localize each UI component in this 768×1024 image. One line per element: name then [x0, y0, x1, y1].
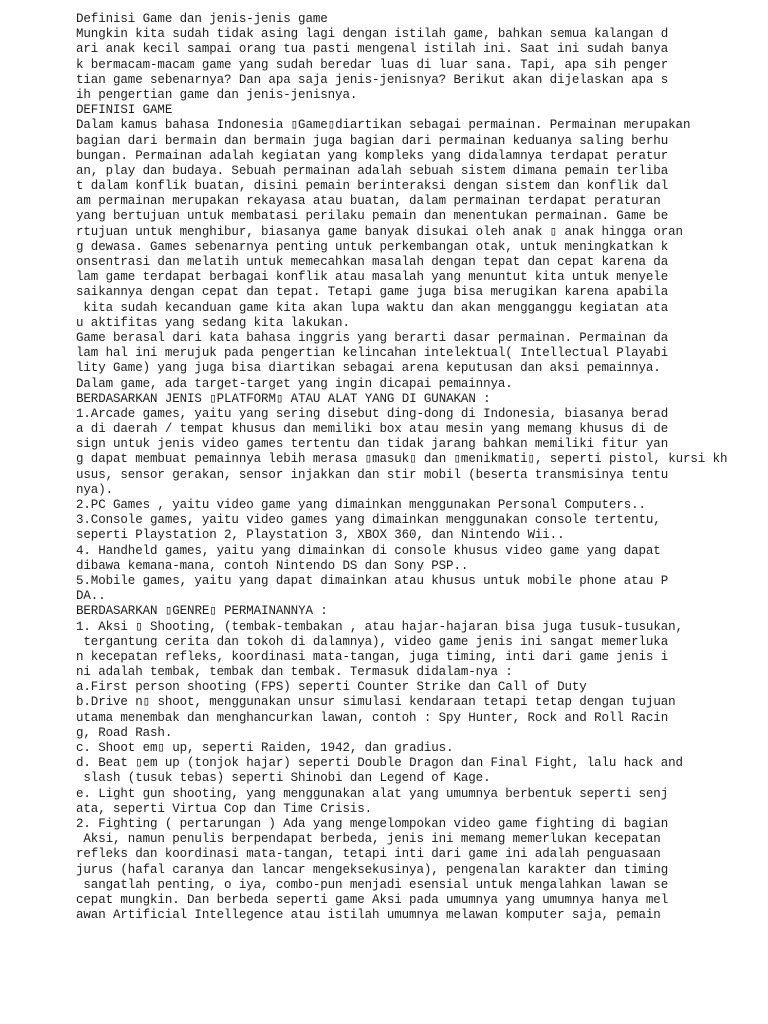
- text-line: k bermacam-macam game yang sudah beredar luas di luar sana. Tapi, apa sih penger: [76, 57, 669, 72]
- text-line: t dalam konflik buatan, disini pemain berinteraksi dengan sistem dan konflik dal: [76, 179, 669, 194]
- text-line: g dewasa. Games sebenarnya penting untuk perkembangan otak, untuk meningkatkan k: [76, 239, 669, 254]
- text-line: 3.Console games, yaitu video games yang dimainkan menggunakan console tertentu,: [76, 513, 661, 528]
- text-line: Game berasal dari kata bahasa inggris yang berarti dasar permainan. Permainan da: [76, 330, 669, 345]
- text-line: tian game sebenarnya? Dan apa saja jenis-jenisnya? Berikut akan dijelaskan apa s: [76, 72, 669, 87]
- text-line: BERDASARKAN ▯GENRE▯ PERMAINANNYA :: [76, 604, 328, 619]
- text-line: a di daerah / tempat khusus dan memiliki box atau mesin yang memang khusus di de: [76, 422, 669, 437]
- text-line: Mungkin kita sudah tidak asing lagi dengan istilah game, bahkan semua kalangan d: [76, 27, 669, 42]
- text-line: b.Drive n▯ shoot, menggunakan unsur simulasi kendaraan tetapi tetap dengan tujuan: [76, 695, 676, 710]
- text-line: awan Artificial Intellegence atau istilah umumnya melawan komputer saja, pemain: [76, 908, 661, 923]
- text-line: usus, sensor gerakan, sensor injakkan dan stir mobil (beserta transmisinya tentu: [76, 467, 669, 482]
- text-line: nya).: [76, 482, 114, 497]
- text-line: g dapat membuat pemainnya lebih merasa ▯masuk▯ dan ▯menikmati▯, seperti pistol, kursi kh: [76, 452, 728, 467]
- text-line: bungan. Permainan adalah kegiatan yang kompleks yang didalamnya terdapat peratur: [76, 148, 669, 163]
- text-line: g, Road Rash.: [76, 725, 173, 740]
- text-line: n kecepatan refleks, koordinasi mata-tangan, juga timing, inti dari game jenis i: [76, 649, 669, 664]
- text-line: Definisi Game dan jenis-jenis game: [76, 12, 328, 26]
- text-line: a.First person shooting (FPS) seperti Counter Strike dan Call of Duty: [76, 680, 587, 695]
- text-line: dibawa kemana-mana, contoh Nintendo DS dan Sony PSP..: [76, 558, 469, 573]
- text-line: ih pengertian game dan jenis-jenisnya.: [76, 87, 358, 102]
- text-line: BERDASARKAN JENIS ▯PLATFORM▯ ATAU ALAT YANG DI GUNAKAN :: [76, 391, 491, 406]
- text-line: saikannya dengan cepat dan tepat. Tetapi game juga bisa merugikan karena apabila: [76, 285, 669, 300]
- text-line: slash (tusuk tebas) seperti Shinobi dan Legend of Kage.: [76, 771, 491, 786]
- text-line: Dalam game, ada target-target yang ingin dicapai pemainnya.: [76, 376, 513, 391]
- text-line: ari anak kecil sampai orang tua pasti mengenal istilah ini. Saat ini sudah banya: [76, 42, 669, 57]
- text-line: jurus (hafal caranya dan lancar mengeksekusinya), pengenalan karakter dan timing: [76, 862, 669, 877]
- text-line: onsentrasi dan melatih untuk memecahkan masalah dengan tepat dan cepat karena da: [76, 255, 669, 269]
- text-line: 1.Arcade games, yaitu yang sering disebut ding-dong di Indonesia, biasanya berad: [76, 406, 669, 421]
- text-line: lam game terdapat berbagai konflik atau masalah yang menuntut kita untuk menyele: [76, 270, 669, 285]
- document-page: [76, 12, 727, 923]
- text-line: 1. Aksi ▯ Shooting, (tembak-tembakan , atau hajar-hajaran bisa juga tusuk-tusukan,: [76, 619, 683, 634]
- text-line: ni adalah tembak, tembak dan tembak. Termasuk didalam-nya :: [76, 665, 513, 680]
- text-line: u aktifitas yang sedang kita lakukan.: [76, 315, 350, 330]
- text-line: lam hal ini merujuk pada pengertian kelincahan intelektual( Intellectual Playabi: [76, 346, 669, 361]
- text-line: DA..: [76, 589, 106, 604]
- text-line: rtujuan untuk menghibur, biasanya game banyak disukai oleh anak ▯ anak hingga oran: [76, 224, 683, 239]
- text-line: 2. Fighting ( pertarungan ) Ada yang mengelompokan video game fighting di bagian: [76, 816, 669, 831]
- text-line: an, play dan budaya. Sebuah permainan adalah sebuah sistem dimana pemain terliba: [76, 163, 669, 178]
- text-line: tergantung cerita dan tokoh di dalamnya), video game jenis ini sangat memerluka: [76, 634, 669, 649]
- text-line: bagian dari bermain dan bermain juga bagian dari permainan keduanya saling berhu: [76, 133, 669, 148]
- text-line: kita sudah kecanduan game kita akan lupa waktu dan akan mengganggu kegiatan ata: [76, 300, 669, 315]
- text-line: Aksi, namun penulis berpendapat berbeda, jenis ini memang memerlukan kecepatan: [76, 832, 661, 847]
- text-line: refleks dan koordinasi mata-tangan, tetapi inti dari game ini adalah penguasaan: [76, 847, 661, 862]
- text-line: cepat mungkin. Dan berbeda seperti game Aksi pada umumnya yang umumnya hanya mel: [76, 892, 669, 907]
- text-line: e. Light gun shooting, yang menggunakan alat yang umumnya berbentuk seperti senj: [76, 786, 669, 801]
- text-line: utama menembak dan menghancurkan lawan, contoh : Spy Hunter, Rock and Roll Racin: [76, 710, 669, 725]
- text-line: d. Beat ▯em up (tonjok hajar) seperti Double Dragon dan Final Fight, lalu hack and: [76, 756, 683, 771]
- text-line: 4. Handheld games, yaitu yang dimainkan di console khusus video game yang dapat: [76, 543, 661, 558]
- text-line: 2.PC Games , yaitu video game yang dimainkan menggunakan Personal Computers..: [76, 498, 646, 512]
- text-line: ata, seperti Virtua Cop dan Time Crisis.: [76, 801, 373, 816]
- text-line: sangatlah penting, o iya, combo-pun menjadi esensial untuk mengalahkan lawan se: [76, 877, 669, 892]
- text-line: sign untuk jenis video games tertentu dan tidak jarang bahkan memiliki fitur yan: [76, 437, 669, 452]
- text-line: am permainan merupakan rekayasa atau buatan, dalam permainan terdapat peraturan: [76, 194, 661, 209]
- text-line: seperti Playstation 2, Playstation 3, XBOX 360, dan Nintendo Wii..: [76, 528, 565, 543]
- text-line: DEFINISI GAME: [76, 103, 173, 118]
- text-line: c. Shoot em▯ up, seperti Raiden, 1942, dan gradius.: [76, 741, 454, 755]
- text-line: Dalam kamus bahasa Indonesia ▯Game▯diartikan sebagai permainan. Permainan merupakan: [76, 118, 691, 133]
- text-line: lity Game) yang juga bisa diartikan sebagai arena keputusan dan aksi pemainnya.: [76, 361, 661, 376]
- text-line: 5.Mobile games, yaitu yang dapat dimainkan atau khusus untuk mobile phone atau P: [76, 573, 669, 588]
- text-line: yang bertujuan untuk membatasi perilaku pemain dan menentukan permainan. Game be: [76, 209, 669, 224]
